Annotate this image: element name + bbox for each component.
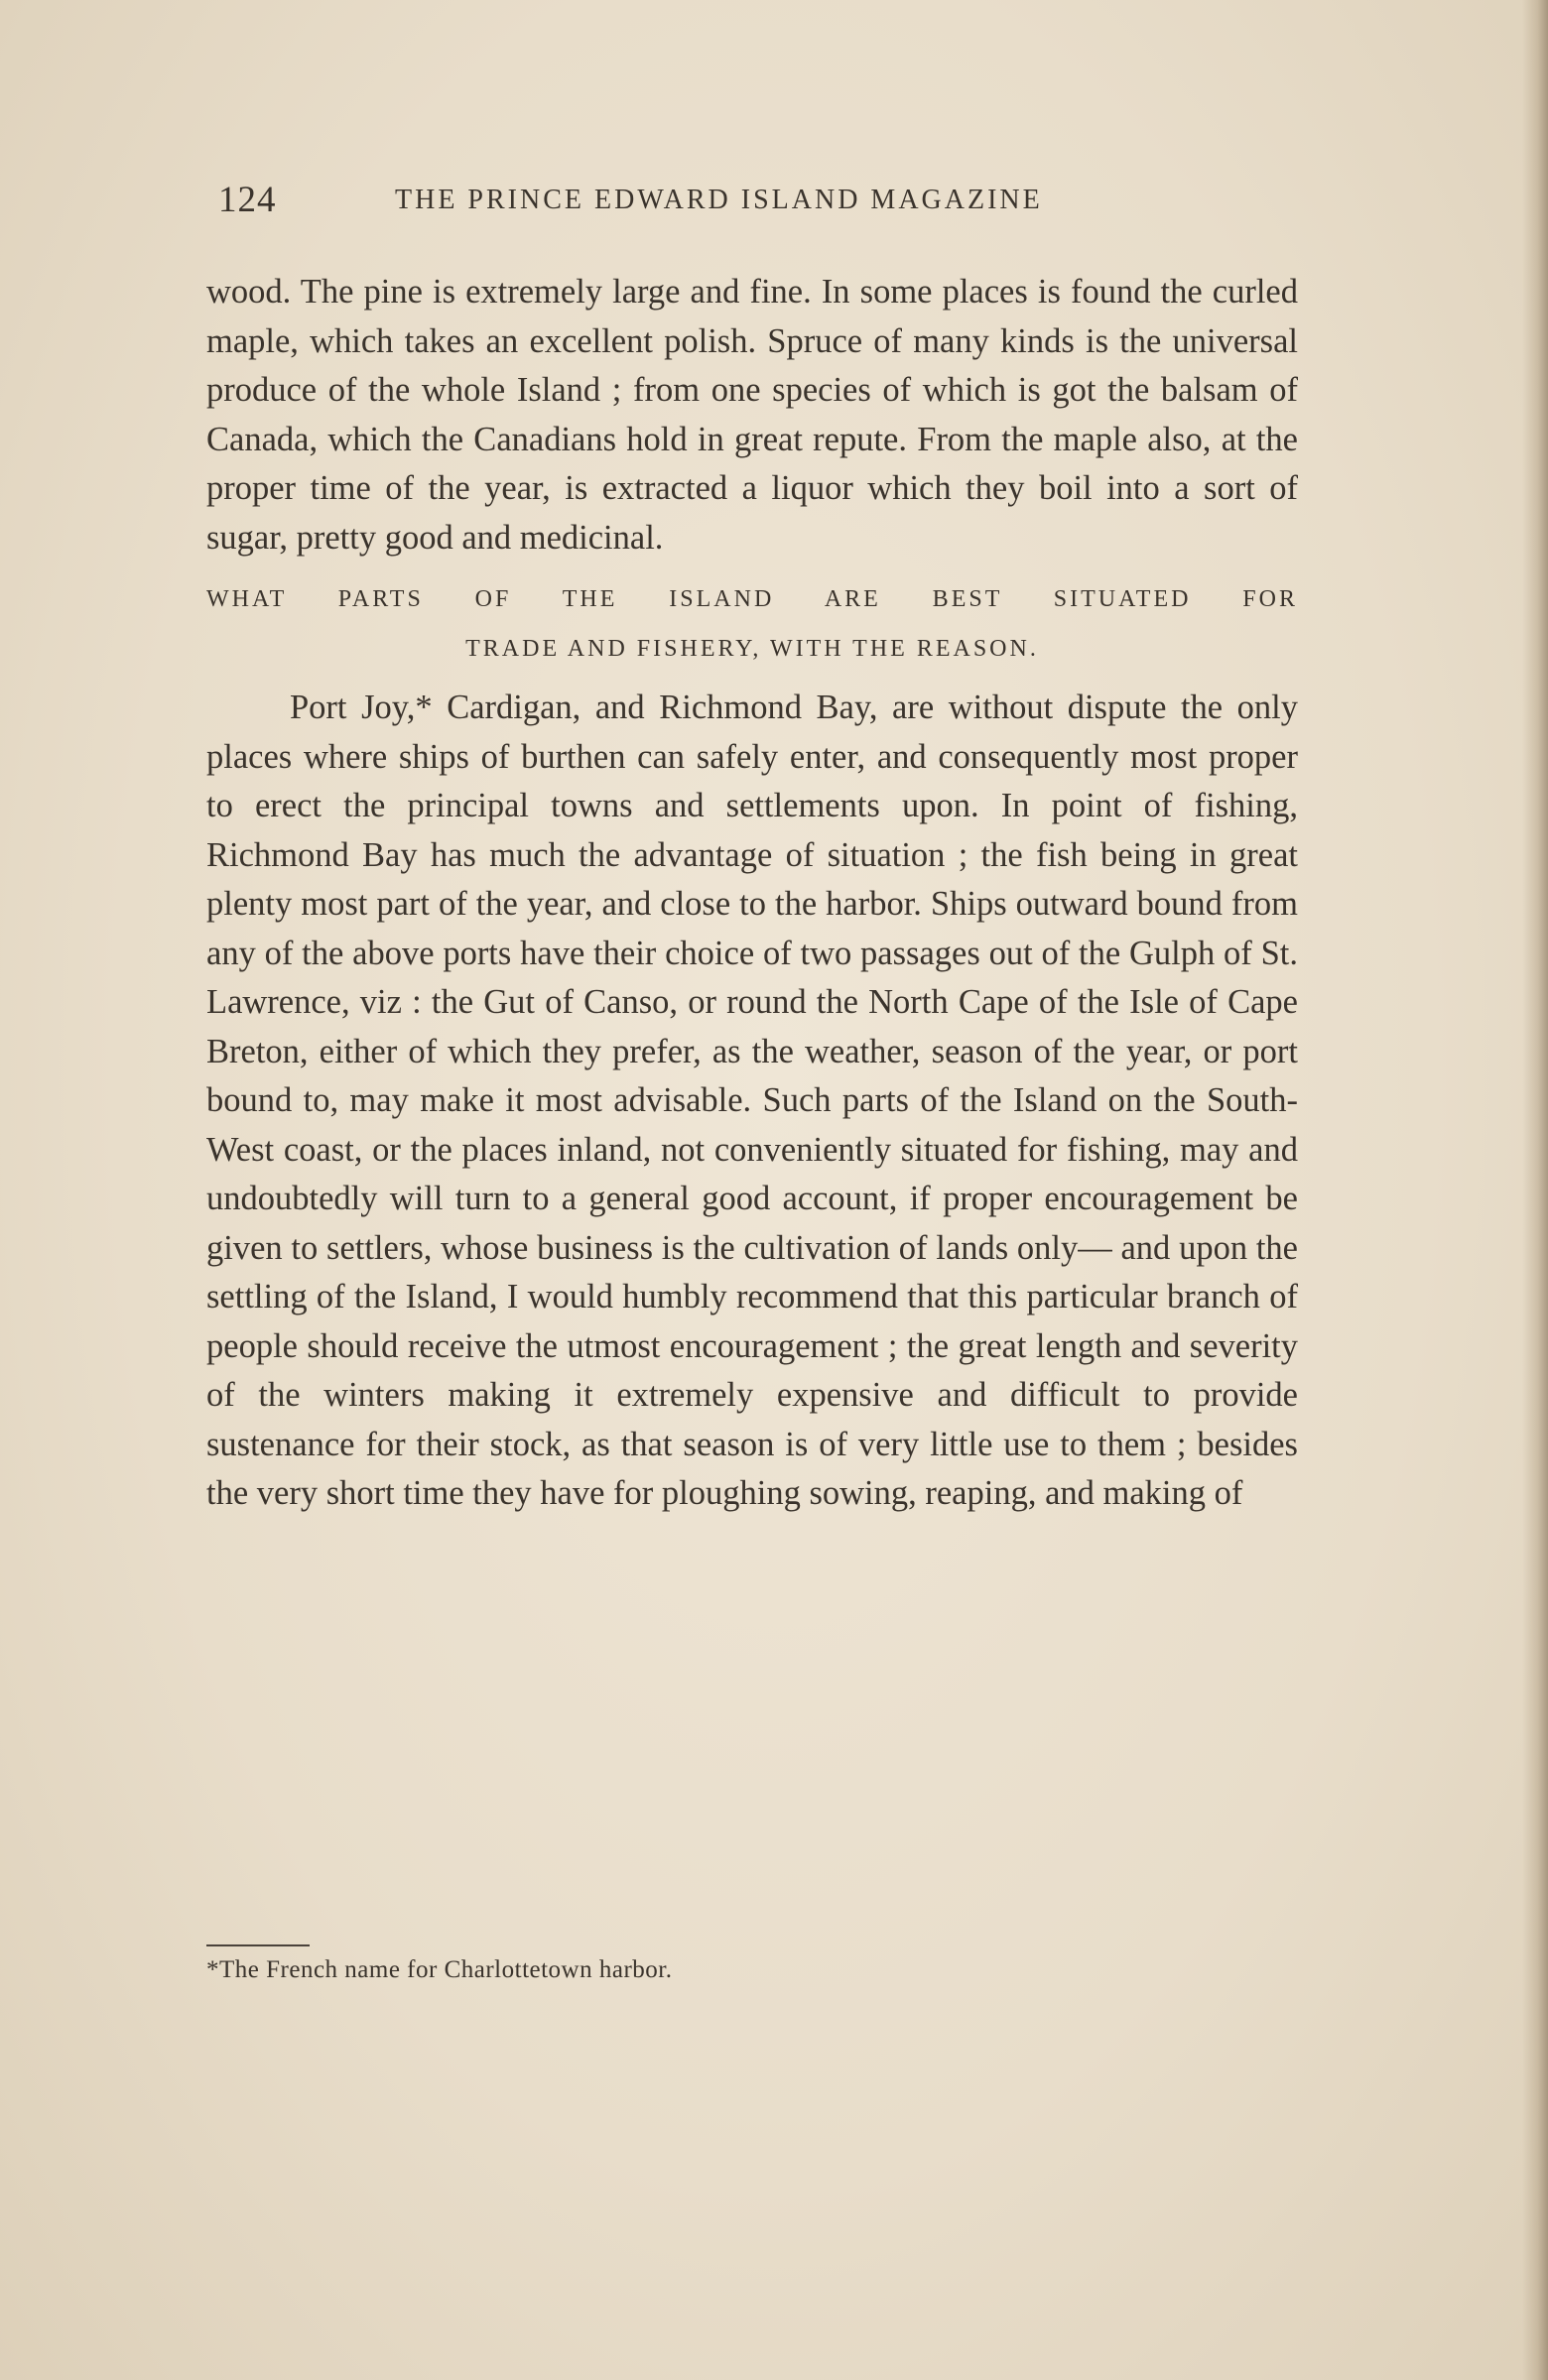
paragraph-ports: Port Joy,* Cardigan, and Richmond Bay, are without dispute the only places where ships of burthen can safely enter, and consequently most proper to erect the principal towns and settlements upon. In point of fishing, Richmond Bay has much the advantage of situation ; the fish being in great plenty most part of the year, and close to the harbor. Ships outward bound from any of the above ports have their choice of two passages out of the Gulph of St. Lawrence, viz : the Gut of Canso, or round the North Cape of the Isle of Cape Breton, either of which they prefer, as the weather, season of the year, or port bound to, may make it most advisable. Such parts of the Island on the South-West coast, or the places inland, not conveniently situated for fishing, may and undoubtedly will turn to a general good account, if proper encouragement be given to settlers, whose business is the cultivation of lands only— and upon the settling of the Island, I would humbly recommend that this particular branch of people should receive the utmost encouragement ; the great length and severity of the winters making it extremely expensive and difficult to provide sustenance for their stock, as that season is of very little use to them ; besides the very short time they have for ploughing sowing, reaping, and making of [206,689,1298,1512]
footnote: *The French name for Charlottetown harbor. [206,1956,673,1983]
footnote-rule [206,1944,310,1946]
running-head [206,179,1298,238]
journal-title: THE PRINCE EDWARD ISLAND MAGAZINE [395,185,1043,215]
paragraph-wood: wood. The pine is extremely large and fine. In some places is found the curled maple, which takes an excellent polish. Spruce of many kinds is the universal produce of the whole Island ; from one species of which is got the balsam of Canada, which the Canadians hold in great repute. From the maple also, at the proper time of the year, is extracted a liquor which they boil into a sort of sugar, pretty good and medicinal. [206,273,1298,557]
page-number: 124 [218,180,277,220]
section-heading-line-1: WHAT PARTS OF THE ISLAND ARE BEST SITUATED FOR [206,586,1298,612]
section-heading [206,574,1298,674]
section-heading-line-2: TRADE AND FISHERY, WITH THE REASON. [465,636,1039,662]
page-edge-shadow [1522,0,1548,2380]
body-text [206,268,1298,1519]
